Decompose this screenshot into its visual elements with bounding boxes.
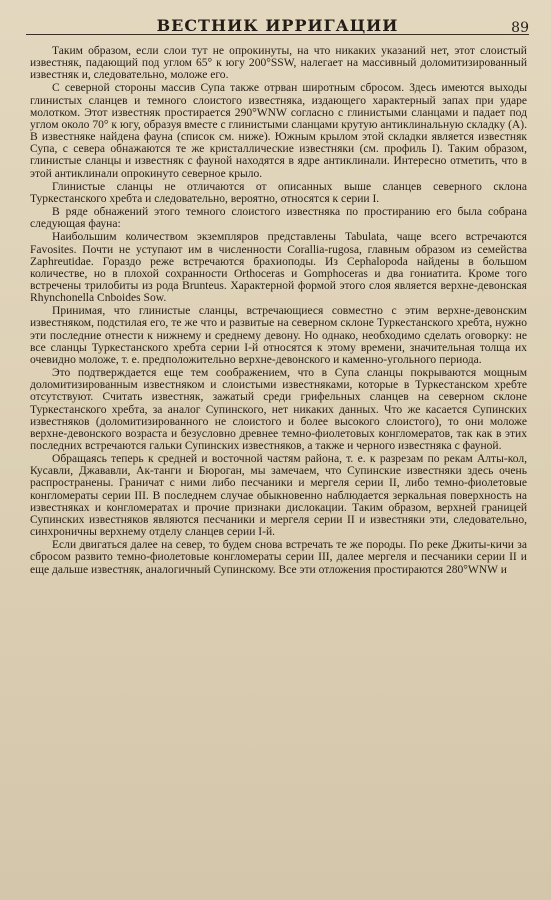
- journal-title: ВЕСТНИК ИРРИГАЦИИ: [156, 16, 399, 35]
- paragraph: Таким образом, если слои тут не опрокинуты, на что никаких указаний нет, этот слоистый известняк, падающий под углом 65° к югу 200°SSW, налегает на массивный доломитизированный известняк и, следовательно, моложе его.: [30, 45, 527, 82]
- paragraph: Это подтверждается еще тем соображением, что в Супа сланцы покрываются мощным доломитизированным известняком и слоистыми известняками, которые в Туркестанском хребте отсутствуют. Считать известняк, зажатый среди грифельных сланцев на северном склоне Туркестанского хребта, за аналог Супинского, нет никаких данных. Что же касается Супинских известняков (доломитизированного не слоистого и более высокого слоистого), то они моложе верхне-девонского возраста и безусловно древнее темно-фиолетовых конгломератов, так как в этих последних встречаются гальки Супинских известняков, а также и черного известняка с фауной.: [30, 367, 527, 452]
- page-number: 89: [511, 20, 529, 36]
- paragraph: Принимая, что глинистые сланцы, встречающиеся совместно с этим верхне-девонским известняком, подстилая его, те же что и развитые на северном склоне Туркестанского хребта, нужно эти последние отнести к нижнему и среднему девону. Но однако, необходимо сделать оговорку: не все сланцы Туркестанского хребта серии I-й относятся к этому времени, значительная толща их очевидно моложе, т. е. предположительно верхне-девонского и каменно-угольного периода.: [30, 305, 527, 366]
- article-body: [30, 45, 527, 576]
- paragraph: С северной стороны массив Супа также отрван широтным сбросом. Здесь имеются выходы глинистых сланцев и темного слоистого известняка, издающего характерный запах при ударе молотком. Этот известняк простирается 290°WNW согласно с глинистыми сланцами и падает под углом около 70° к югу, образуя вместе с глинистыми сланцами крутую антиклинальную складку (А). В известняке найдена фауна (список см. ниже). Южным крылом этой складки является известняк Супа, с севера обнажаются те же кристаллические известняки (см. профиль I). Таким образом, глинистые сланцы и известняк с фауной находятся в ядре антиклинали. Интересно отметить, что в этой антиклинали опрокинуто северное крыло.: [30, 82, 527, 180]
- paragraph: Если двигаться далее на север, то будем снова встречать те же породы. По реке Джиты-кичи за сбросом развито темно-фиолетовые конгломераты серии III, далее мергеля и песчаники серии II и еще дальше известняк, аналогичный Супинскому. Все эти отложения простираются 280°WNW и: [30, 539, 527, 576]
- paragraph: Глинистые сланцы не отличаются от описанных выше сланцев северного склона Туркестанского хребта и следовательно, вероятно, относятся к серии I.: [30, 180, 527, 205]
- running-header: [26, 8, 529, 35]
- paragraph: Наибольшим количеством экземпляров представлены Tabulata, чаще всего встречаются Favosites. Почти не уступают им в численности Corallia-rugosa, главным образом из семейства Zaphreutidae. Гораздо реже встречаются брахиоподы. Из Cephalopoda найдены в большом количестве, но в плохой сохранности Orthoceras и Gomphoceras и два гониатита. Кроме того встречены трилобиты из рода Brunteus. Характерной формой этого слоя является верхне-девонская Rhynchonella Cnboides Sow.: [30, 231, 527, 305]
- paragraph: В ряде обнажений этого темного слоистого известняка по простиранию его была собрана следующая фауна:: [30, 206, 527, 231]
- paragraph: Обращаясь теперь к средней и восточной частям района, т. е. к разрезам по рекам Алты-кол, Кусавли, Джававли, Ак-танги и Бюроган, мы замечаем, что Супинские известняки здесь очень распространены. Граничат с ними либо песчаники и мергеля серии II, либо темно-фиолетовые конгломераты серии III. В последнем случае обыкновенно наблюдается зеркальная поверхность на известняках и конгломератах и прочие признаки дислокации. Таким образом, верхней границей Супинских известняков являются песчаники и мергеля серии II и известняки эти, следовательно, синхроничны верхнему отделу сланцев серии I-й.: [30, 453, 527, 539]
